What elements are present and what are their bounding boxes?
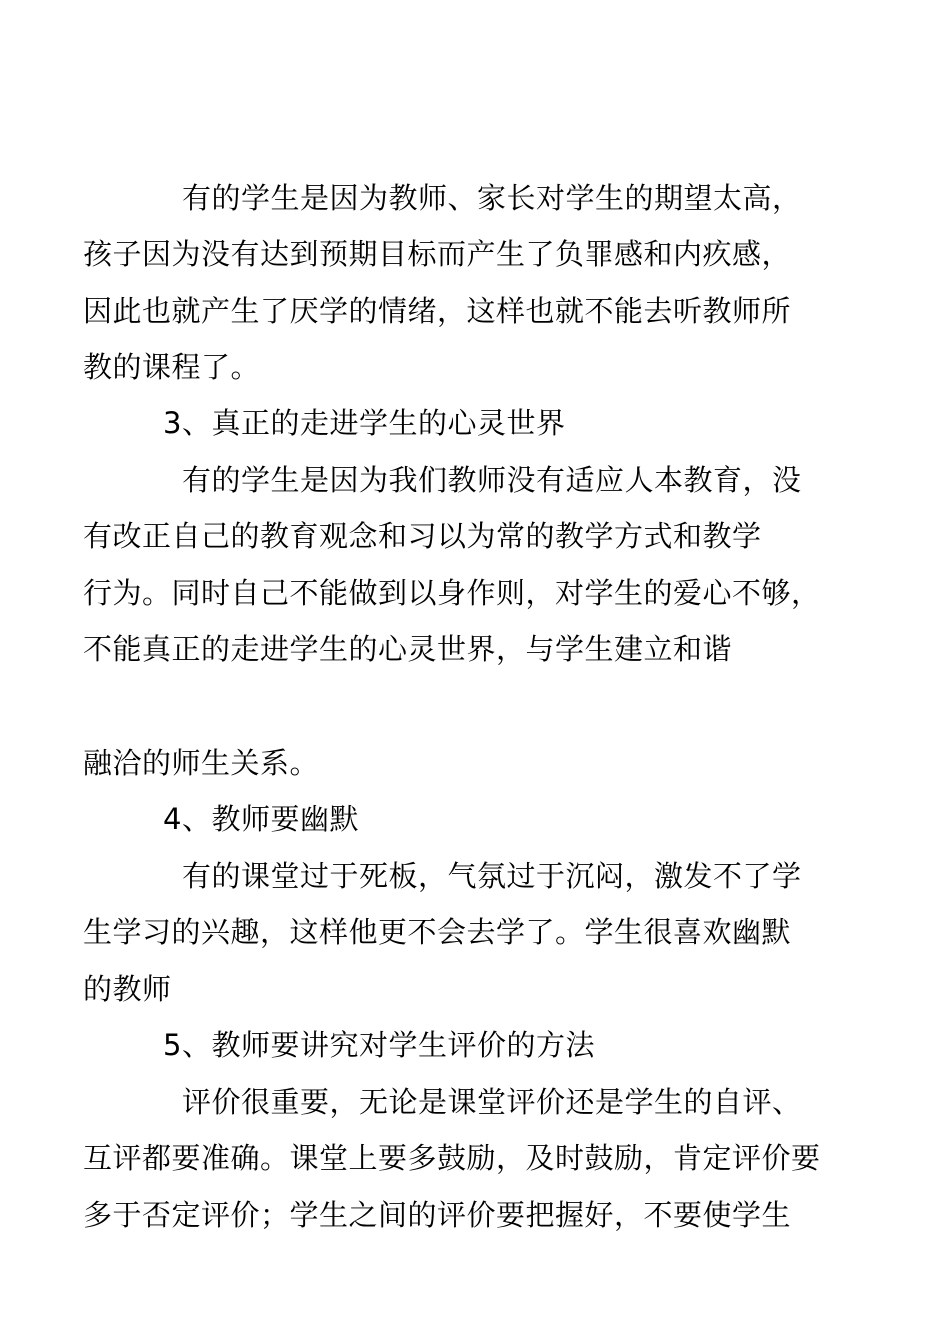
paragraph-line: 多于否定评价；学生之间的评价要把握好，不要使学生	[83, 1198, 792, 1232]
paragraph-line: 有的学生是因为我们教师没有适应人本教育，没	[182, 463, 802, 497]
paragraph-line: 有改正自己的教育观念和习以为常的教学方式和教学	[83, 519, 762, 553]
paragraph-line: 有的课堂过于死板，气氛过于沉闷，激发不了学	[182, 859, 802, 893]
section-heading: 4、教师要幽默	[163, 802, 359, 836]
paragraph-line: 互评都要准确。课堂上要多鼓励，及时鼓励，肯定评价要	[83, 1141, 821, 1175]
paragraph-line: 不能真正的走进学生的心灵世界，与学生建立和谐	[83, 632, 733, 666]
paragraph-line: 评价很重要，无论是课堂评价还是学生的自评、	[182, 1085, 802, 1119]
paragraph-line: 融洽的师生关系。	[83, 746, 320, 780]
paragraph-line: 的教师	[83, 972, 172, 1006]
paragraph-line: 孩子因为没有达到预期目标而产生了负罪感和内疚感，	[83, 237, 792, 271]
paragraph-line: 教的课程了。	[83, 350, 261, 384]
paragraph-line: 因此也就产生了厌学的情绪，这样也就不能去听教师所	[83, 294, 792, 328]
paragraph-line: 有的学生是因为教师、家长对学生的期望太高，	[182, 181, 802, 215]
paragraph-line: 生学习的兴趣，这样他更不会去学了。学生很喜欢幽默	[83, 915, 792, 949]
paragraph-line: 行为。同时自己不能做到以身作则，对学生的爱心不够，	[83, 576, 821, 610]
section-heading: 5、教师要讲究对学生评价的方法	[163, 1028, 595, 1062]
section-heading: 3、真正的走进学生的心灵世界	[163, 406, 566, 440]
